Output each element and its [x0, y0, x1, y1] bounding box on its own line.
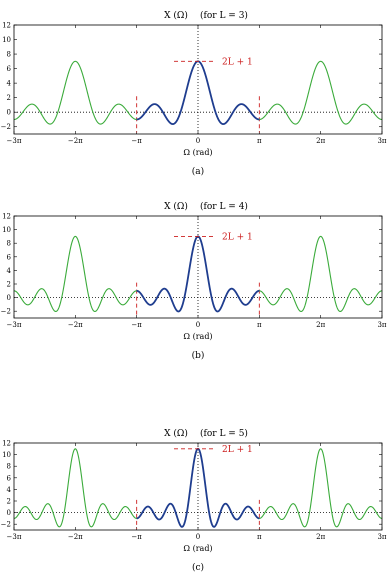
chart-panel-1 — [1, 10, 387, 177]
x-tick-label: −2π — [67, 321, 83, 329]
panel-caption: (a) — [191, 167, 205, 177]
x-tick-label: −π — [131, 321, 142, 329]
chart-panel-3 — [1, 428, 387, 573]
x-tick-label: −2π — [67, 533, 83, 541]
axes-frame — [14, 443, 382, 530]
x-tick-label: 0 — [195, 533, 201, 541]
y-tick-label: −2 — [0, 307, 11, 316]
x-tick-label: −π — [131, 533, 142, 541]
chart-title-function: X (Ω) — [164, 11, 188, 21]
y-tick-label: 12 — [2, 439, 11, 448]
x-tick-label: 0 — [195, 321, 201, 329]
x-tick-label: 0 — [195, 137, 201, 145]
y-tick-label: 2 — [6, 497, 11, 506]
peak-annotation-label: 2L + 1 — [222, 232, 253, 243]
y-tick-label: 0 — [6, 294, 11, 303]
y-tick-label: 10 — [2, 226, 11, 235]
peak-annotation-label: 2L + 1 — [222, 57, 253, 68]
x-tick-label: 2π — [316, 533, 326, 541]
x-tick-label: −3π — [6, 321, 22, 329]
x-tick-label: 2π — [316, 321, 326, 329]
y-tick-label: 10 — [2, 36, 11, 45]
panel-caption: (b) — [191, 351, 205, 361]
x-axis-label: Ω (rad) — [183, 332, 213, 341]
y-tick-label: 0 — [6, 108, 11, 117]
y-tick-label: 4 — [6, 485, 11, 494]
x-tick-label: 3π — [377, 137, 387, 145]
y-tick-label: −2 — [0, 520, 11, 529]
x-tick-label: −3π — [6, 137, 22, 145]
y-tick-label: 8 — [6, 239, 11, 248]
chart-panel-2 — [1, 201, 387, 361]
x-axis-label: Ω (rad) — [183, 148, 213, 157]
y-tick-label: 6 — [6, 65, 11, 74]
x-tick-label: 3π — [377, 321, 387, 329]
x-tick-label: π — [257, 321, 262, 329]
x-tick-label: π — [257, 533, 262, 541]
y-tick-label: 8 — [6, 50, 11, 59]
peak-annotation-label: 2L + 1 — [222, 444, 253, 455]
y-tick-label: 6 — [6, 253, 11, 262]
panel-caption: (c) — [191, 563, 205, 573]
y-tick-label: 10 — [2, 451, 11, 460]
y-tick-label: −2 — [0, 123, 11, 132]
y-tick-label: 0 — [6, 509, 11, 518]
chart-title-condition: (for L = 4) — [200, 202, 248, 212]
chart-title-condition: (for L = 3) — [200, 11, 248, 21]
y-tick-label: 6 — [6, 474, 11, 483]
y-tick-label: 2 — [6, 280, 11, 289]
chart-title-function: X (Ω) — [164, 429, 188, 439]
chart-title-condition: (for L = 5) — [200, 429, 248, 439]
y-tick-label: 12 — [2, 21, 11, 30]
x-tick-label: π — [257, 137, 262, 145]
x-tick-label: 2π — [316, 137, 326, 145]
x-tick-label: −π — [131, 137, 142, 145]
x-tick-label: −3π — [6, 533, 22, 541]
x-axis-label: Ω (rad) — [183, 544, 213, 553]
y-tick-label: 4 — [6, 266, 11, 275]
y-tick-label: 4 — [6, 79, 11, 88]
y-tick-label: 12 — [2, 212, 11, 221]
chart-title-function: X (Ω) — [164, 202, 188, 212]
x-tick-label: 3π — [377, 533, 387, 541]
x-tick-label: −2π — [67, 137, 83, 145]
y-tick-label: 8 — [6, 462, 11, 471]
y-tick-label: 2 — [6, 94, 11, 103]
